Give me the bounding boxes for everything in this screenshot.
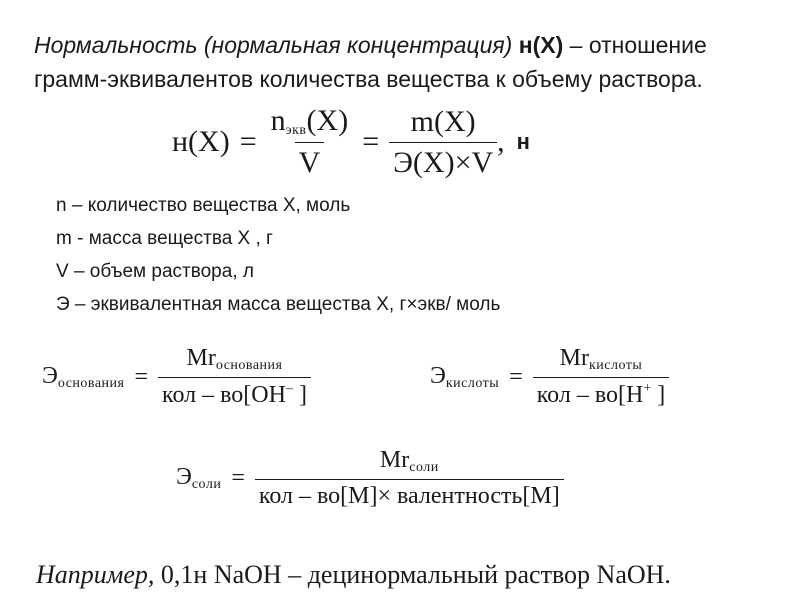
denominator-close: ] [651, 382, 666, 408]
example-text: 0,1н NaOH – децинормальный раствор NaOH. [154, 560, 671, 589]
charge-superscript: – [285, 381, 293, 396]
definition-item: V – объем раствора, л [56, 261, 254, 282]
formula-lhs [430, 363, 499, 392]
n-argument: (X) [306, 104, 349, 137]
equals-sign: = [134, 363, 149, 390]
mr-subscript: кислоты [588, 358, 643, 373]
formula-lhs [176, 464, 221, 493]
equals-sign: = [239, 125, 257, 158]
definition-item: n – количество вещества Х, моль [56, 195, 351, 216]
fraction-denominator: Э(X)×V [389, 142, 497, 180]
fraction-mass-over-equivalent-volume [389, 105, 497, 180]
base-equivalent-formula [42, 345, 311, 409]
mr-subscript: соли [409, 460, 439, 475]
fraction-numerator: m(X) [410, 104, 476, 138]
mr-symbol: Mr [379, 447, 410, 473]
fraction [255, 447, 564, 510]
lhs-subscript: кислоты [445, 375, 500, 391]
equals-sign: = [362, 125, 380, 158]
fraction-denominator [158, 377, 311, 409]
intro-line-1-rest: – отношение [563, 32, 707, 58]
fraction-numerator [183, 345, 287, 377]
intro-paragraph [34, 28, 784, 96]
denominator-text: кол – во[OH [162, 382, 286, 408]
equals-sign: = [231, 465, 245, 491]
fraction-numerator [376, 447, 443, 479]
acid-equivalent-formula [430, 345, 669, 409]
intro-line-1 [34, 28, 784, 62]
fraction-numerator [267, 104, 353, 142]
normality-symbol: н(Х) [518, 32, 564, 58]
fraction [533, 345, 670, 409]
definition-item: m - масса вещества Х , г [56, 228, 273, 249]
salt-equivalent-formula [176, 447, 564, 510]
unit-label: н [516, 129, 530, 154]
n-subscript: экв [285, 123, 307, 138]
fraction-denominator: кол – во[M]× валентность[M] [255, 479, 564, 510]
lhs-subscript: соли [191, 477, 222, 492]
formula-comma: , [497, 125, 505, 158]
denominator-close: ] [292, 382, 307, 408]
charge-superscript: + [643, 381, 652, 396]
denominator-text: кол – во[H [536, 382, 644, 408]
mr-symbol: Mr [559, 345, 589, 371]
formula-lhs: н(X) [172, 125, 230, 158]
definitions-list [56, 189, 500, 321]
fraction-denominator: V [295, 142, 325, 180]
fraction-moles-over-volume [267, 104, 353, 180]
lhs-symbol: Э [176, 464, 192, 490]
n-symbol: n [270, 104, 286, 137]
fraction-denominator [533, 377, 670, 409]
lhs-symbol: Э [42, 362, 58, 389]
intro-line-2: грамм-эквивалентов количества вещества к объему раствора. [34, 66, 703, 92]
formula-lhs [42, 363, 124, 392]
example-line [36, 560, 671, 590]
mr-symbol: Mr [186, 345, 216, 371]
fraction [158, 345, 311, 409]
definition-item: Э – эквивалентная масса вещества Х, г×экв/ моль [56, 294, 501, 315]
normality-formula [172, 104, 530, 180]
lhs-symbol: Э [430, 362, 446, 389]
lhs-subscript: основания [57, 375, 125, 391]
mr-subscript: основания [215, 358, 283, 373]
equals-sign: = [509, 363, 523, 390]
normality-term: Нормальность (нормальная концентрация) [34, 32, 513, 58]
fraction-numerator [556, 345, 647, 377]
example-lead: Например, [36, 560, 155, 589]
